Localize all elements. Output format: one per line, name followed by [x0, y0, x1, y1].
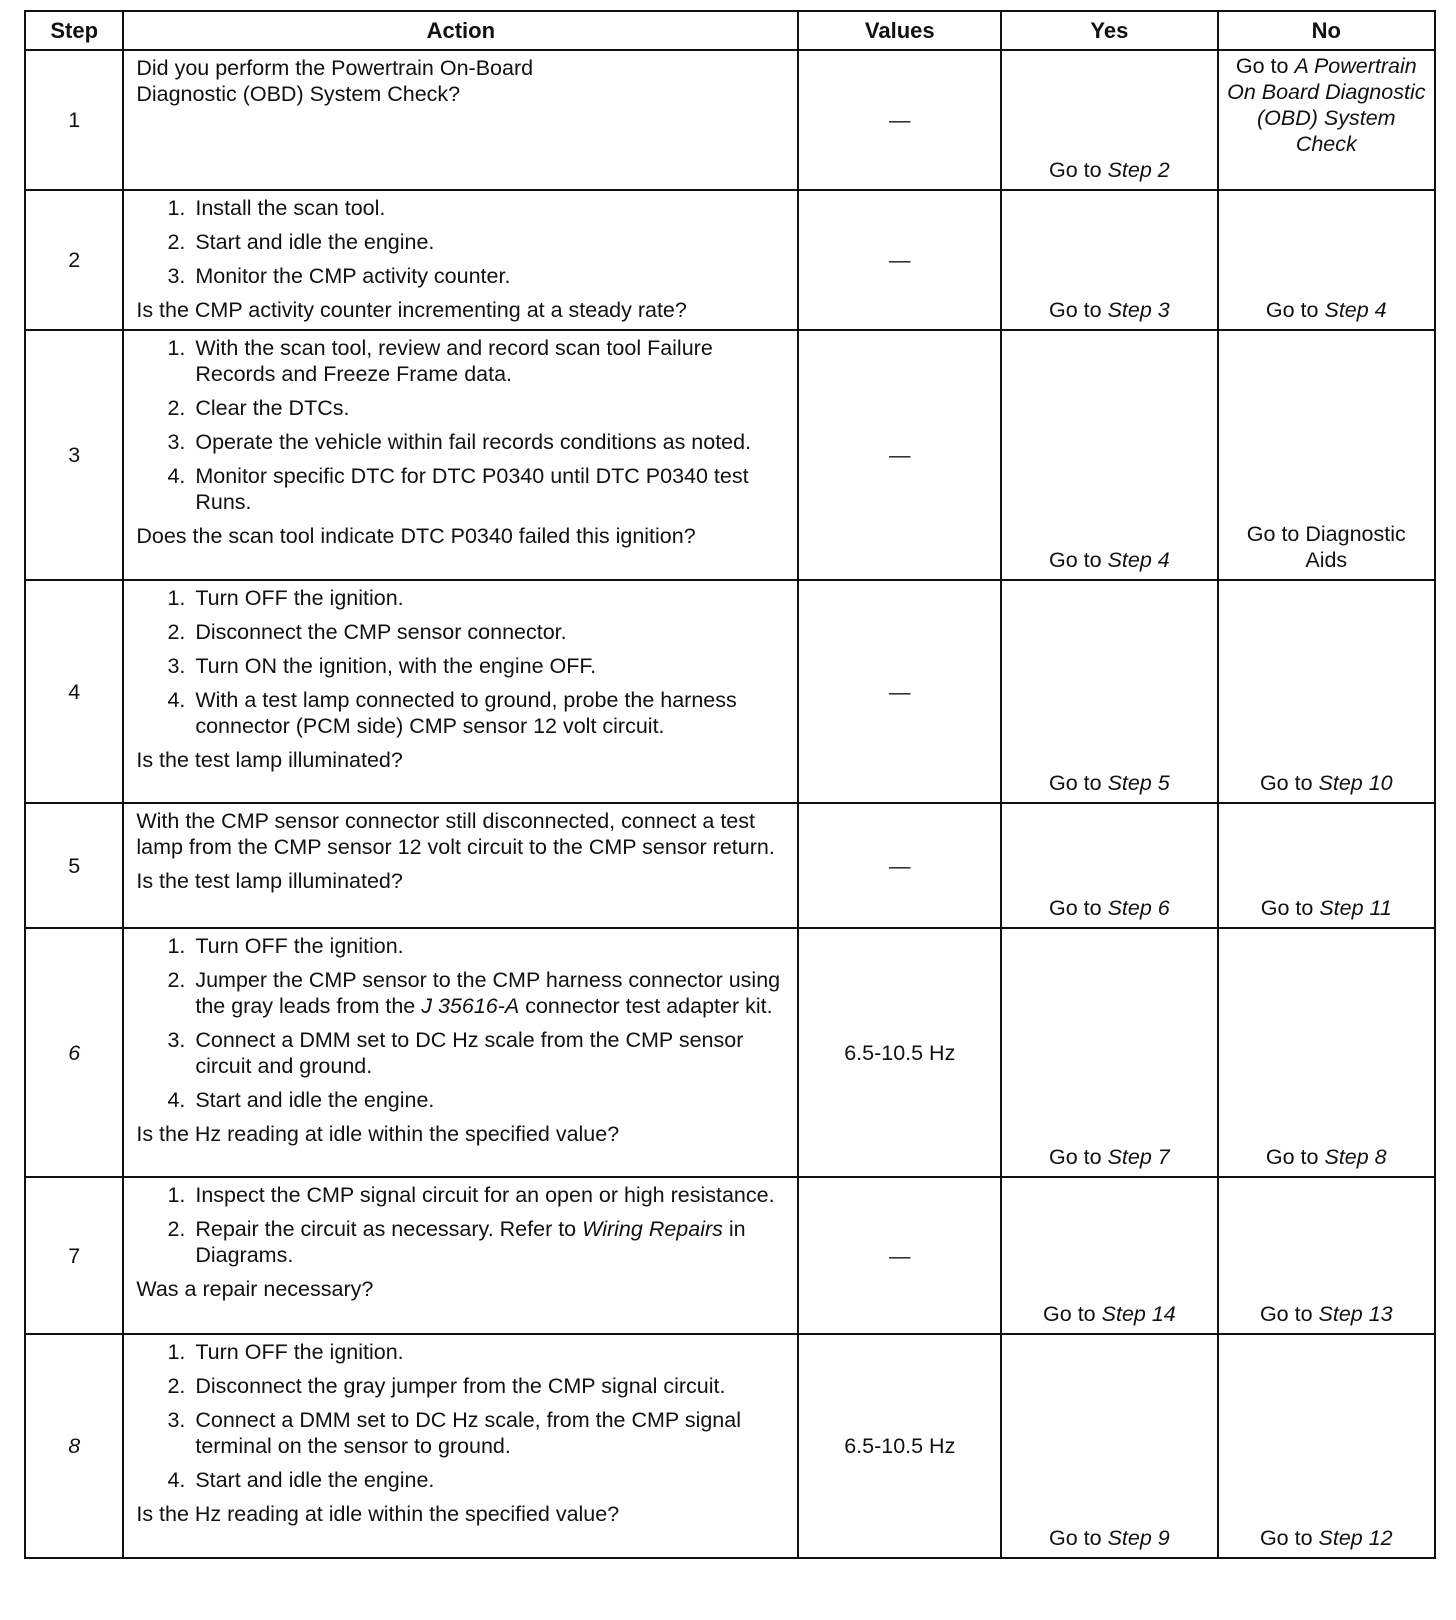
yes-link[interactable]: Step 5: [1107, 771, 1170, 795]
go-to-label: Go to: [1049, 1526, 1102, 1550]
go-to-label: Go to: [1265, 1145, 1319, 1169]
action-list: [136, 1339, 789, 1493]
action-cell: [123, 803, 798, 928]
yes-link[interactable]: Step 2: [1107, 158, 1170, 182]
no-link[interactable]: Step 8: [1324, 1145, 1387, 1169]
go-to-label: Go to: [1259, 1302, 1313, 1326]
action-item: 1. Turn OFF the ignition.: [191, 1339, 789, 1365]
action-item: 1. Turn OFF the ignition.: [191, 585, 789, 611]
no-link[interactable]: Step 4: [1324, 298, 1387, 322]
no-cell: [1218, 928, 1435, 1177]
yes-cell: [1001, 1177, 1217, 1334]
yes-cell: [1001, 330, 1217, 580]
action-cell: [123, 580, 798, 803]
go-to-label: Go to: [1265, 298, 1319, 322]
yes-cell: [1001, 803, 1217, 928]
no-cell: [1218, 330, 1435, 580]
action-list: [136, 1182, 789, 1268]
value-cell: —: [798, 50, 1001, 190]
action-item: 3. Turn ON the ignition, with the engine OFF.: [191, 653, 789, 679]
action-cell: [123, 928, 798, 1177]
table-row: [25, 1334, 1435, 1558]
step-number: 6: [25, 928, 123, 1177]
table-row: [25, 330, 1435, 580]
go-to-label: Go to: [1049, 896, 1102, 920]
table-row: [25, 190, 1435, 330]
go-to-label: Go to: [1260, 896, 1314, 920]
yes-link[interactable]: Step 9: [1107, 1526, 1170, 1550]
action-cell: [123, 190, 798, 330]
action-item: 2. Start and idle the engine.: [191, 229, 789, 255]
action-question: Is the test lamp illuminated?: [136, 869, 403, 893]
action-item: 3. Operate the vehicle within fail records conditions as noted.: [191, 429, 789, 455]
go-to-label: Go to: [1043, 1302, 1096, 1326]
action-question: Is the CMP activity counter incrementing at a steady rate?: [136, 298, 687, 322]
go-to-label: Go to: [1259, 771, 1313, 795]
action-item: 3. Connect a DMM set to DC Hz scale, from the CMP signal terminal on the sensor to ground.: [191, 1407, 789, 1459]
action-question: Does the scan tool indicate DTC P0340 failed this ignition?: [136, 524, 696, 548]
no-link[interactable]: A Powertrain On Board Diagnostic (OBD) System Check: [1227, 54, 1426, 156]
no-link[interactable]: Step 11: [1319, 896, 1392, 920]
table-row: [25, 50, 1435, 190]
header-step: Step: [25, 11, 123, 50]
action-item: 1. With the scan tool, review and record scan tool Failure Records and Freeze Frame data.: [191, 335, 789, 387]
step-number: 8: [25, 1334, 123, 1558]
no-link[interactable]: Step 12: [1318, 1526, 1393, 1550]
action-item: 2. Clear the DTCs.: [191, 395, 789, 421]
action-question: Is the Hz reading at idle within the specified value?: [136, 1122, 620, 1146]
action-cell: [123, 330, 798, 580]
value-cell: —: [798, 190, 1001, 330]
no-cell: [1218, 1334, 1435, 1558]
no-cell: [1218, 190, 1435, 330]
value-cell: —: [798, 1177, 1001, 1334]
header-row: [25, 11, 1435, 50]
yes-cell: [1001, 928, 1217, 1177]
no-link[interactable]: Step 10: [1318, 771, 1393, 795]
action-question: Is the test lamp illuminated?: [136, 748, 403, 772]
value-cell: 6.5-10.5 Hz: [798, 1334, 1001, 1558]
action-item: 4. Monitor specific DTC for DTC P0340 until DTC P0340 test Runs.: [191, 463, 789, 515]
action-cell: [123, 1334, 798, 1558]
yes-link[interactable]: Step 14: [1101, 1302, 1176, 1326]
go-to-label: Go to: [1049, 1145, 1102, 1169]
value-cell: —: [798, 580, 1001, 803]
step-number: 7: [25, 1177, 123, 1334]
no-link[interactable]: Step 13: [1318, 1302, 1393, 1326]
yes-link[interactable]: Step 4: [1107, 548, 1170, 572]
action-cell: [123, 50, 798, 190]
yes-cell: [1001, 50, 1217, 190]
yes-cell: [1001, 190, 1217, 330]
yes-link[interactable]: Step 3: [1107, 298, 1170, 322]
yes-cell: [1001, 580, 1217, 803]
step-number: 3: [25, 330, 123, 580]
header-action: Action: [123, 11, 798, 50]
action-cell: [123, 1177, 798, 1334]
no-cell: [1218, 50, 1435, 190]
yes-cell: [1001, 1334, 1217, 1558]
step-number: 5: [25, 803, 123, 928]
action-question: Is the Hz reading at idle within the specified value?: [136, 1502, 620, 1526]
action-item: 3. Connect a DMM set to DC Hz scale from the CMP sensor circuit and ground.: [191, 1027, 789, 1079]
no-link[interactable]: Go to Diagnostic Aids: [1246, 522, 1406, 572]
table-row: [25, 803, 1435, 928]
action-item: 2. Disconnect the gray jumper from the CMP signal circuit.: [191, 1373, 789, 1399]
step-number: 1: [25, 50, 123, 190]
action-list: [136, 335, 789, 515]
action-list: [136, 933, 789, 1113]
go-to-label: Go to: [1259, 1526, 1313, 1550]
action-item: 1. Install the scan tool.: [191, 195, 789, 221]
header-no: No: [1218, 11, 1435, 50]
tool-reference: J 35616-A: [421, 994, 520, 1018]
no-cell: [1218, 580, 1435, 803]
go-to-label: Go to: [1049, 158, 1102, 182]
table-row: [25, 928, 1435, 1177]
action-text: With the CMP sensor connector still disconnected, connect a test lamp from the CMP sensor 12 volt circuit to the CMP sensor return.: [136, 809, 775, 859]
action-item: 2. Jumper the CMP sensor to the CMP harness connector using the gray leads from the J 35616-A connector test adapter kit.: [191, 967, 789, 1019]
action-item: 1. Inspect the CMP signal circuit for an open or high resistance.: [191, 1182, 789, 1208]
no-cell: [1218, 803, 1435, 928]
yes-link[interactable]: Step 7: [1107, 1145, 1170, 1169]
diagnostic-table: [24, 10, 1436, 1559]
action-item: 4. Start and idle the engine.: [191, 1087, 789, 1113]
value-cell: —: [798, 803, 1001, 928]
table-row: [25, 1177, 1435, 1334]
step-number: 2: [25, 190, 123, 330]
action-item: 1. Turn OFF the ignition.: [191, 933, 789, 959]
step-number: 4: [25, 580, 123, 803]
action-question: Was a repair necessary?: [136, 1277, 374, 1301]
action-text: Did you perform the Powertrain On-Board Diagnostic (OBD) System Check?: [136, 56, 534, 106]
go-to-label: Go to: [1049, 298, 1102, 322]
go-to-label: Go to: [1049, 771, 1102, 795]
yes-link[interactable]: Step 6: [1107, 896, 1170, 920]
action-item: 2. Disconnect the CMP sensor connector.: [191, 619, 789, 645]
action-item: 2. Repair the circuit as necessary. Refer to Wiring Repairs in Diagrams.: [191, 1216, 789, 1268]
action-list: [136, 195, 789, 289]
go-to-label: Go to: [1049, 548, 1102, 572]
action-item: 4. Start and idle the engine.: [191, 1467, 789, 1493]
value-cell: 6.5-10.5 Hz: [798, 928, 1001, 1177]
action-item: 4. With a test lamp connected to ground, probe the harness connector (PCM side) CMP sensor 12 volt circuit.: [191, 687, 789, 739]
header-yes: Yes: [1001, 11, 1217, 50]
wiring-repairs-link[interactable]: Wiring Repairs: [582, 1217, 723, 1241]
action-list: [136, 585, 789, 739]
go-to-label: Go to: [1235, 54, 1289, 78]
value-cell: —: [798, 330, 1001, 580]
table-row: [25, 580, 1435, 803]
action-item: 3. Monitor the CMP activity counter.: [191, 263, 789, 289]
no-cell: [1218, 1177, 1435, 1334]
header-values: Values: [798, 11, 1001, 50]
